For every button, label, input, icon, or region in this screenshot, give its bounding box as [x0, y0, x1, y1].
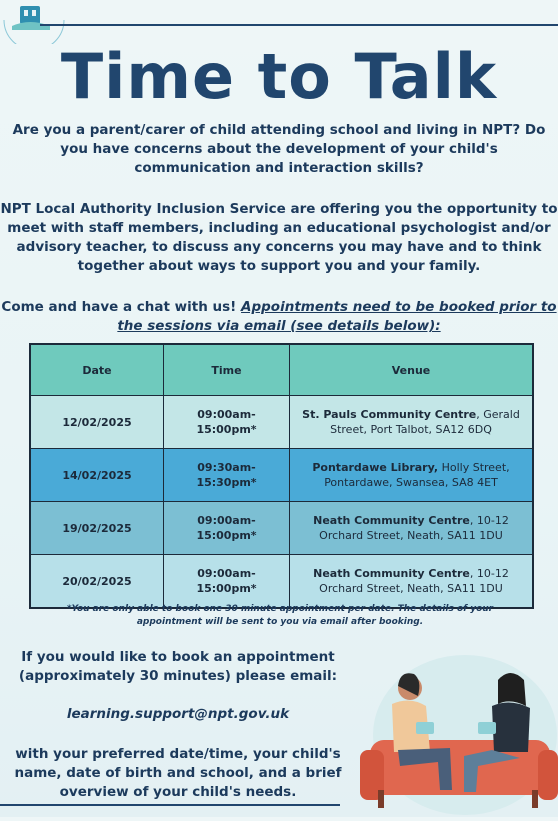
row-venue	[290, 502, 534, 555]
booking-lead: If you would like to book an appointment (approximately 30 minutes) please email:	[18, 649, 338, 684]
row-date: 20/02/2025	[30, 555, 164, 609]
venue-name: Neath Community Centre	[313, 514, 470, 527]
venue-address: Holly Street, Pontardawe, Swansea, SA8 4ET	[324, 461, 510, 489]
row-date: 12/02/2025	[30, 396, 164, 449]
venue-name: Neath Community Centre	[313, 567, 470, 580]
booking-note: *You are only able to book one 30 minute appointment per date. The details of your appointment will be sent to you via email after booking.	[66, 604, 494, 627]
row-date: 14/02/2025	[30, 449, 164, 502]
venue-address: , 10-12 Orchard Street, Neath, SA11 1DU	[319, 514, 509, 542]
intro-chat	[0, 298, 558, 336]
people-talking-illustration	[360, 640, 558, 817]
venue-name: Pontardawe Library,	[312, 461, 439, 474]
table-row	[30, 396, 533, 449]
table-header-row	[30, 344, 533, 396]
time-end: 15:00pm*	[196, 582, 257, 595]
header-date: Date	[30, 344, 164, 396]
contact-email-link[interactable]: learning.support@npt.gov.uk	[66, 706, 290, 722]
venue-address: , 10-12 Orchard Street, Neath, SA11 1DU	[319, 567, 509, 595]
booking-requirement: Appointments need to be booked prior to the sessions via email (see details below):	[117, 299, 557, 334]
header-time: Time	[164, 344, 290, 396]
top-divider	[40, 24, 558, 26]
row-time	[164, 396, 290, 449]
header-venue: Venue	[290, 344, 534, 396]
row-time	[164, 502, 290, 555]
time-start: 09:00am-	[197, 408, 256, 421]
bottom-divider	[0, 804, 340, 806]
booking-details: with your preferred date/time, your child's name, date of birth and school, and a brief overview of your child's needs.	[14, 746, 342, 800]
time-end: 15:00pm*	[196, 529, 257, 542]
row-venue	[290, 555, 534, 609]
row-time	[164, 449, 290, 502]
table-row	[30, 449, 533, 502]
schedule-table	[29, 343, 534, 609]
row-venue	[290, 396, 534, 449]
time-start: 09:00am-	[197, 514, 256, 527]
time-start: 09:30am-	[197, 461, 256, 474]
table-row	[30, 502, 533, 555]
time-end: 15:30pm*	[196, 476, 257, 489]
venue-name: St. Pauls Community Centre	[302, 408, 477, 421]
time-start: 09:00am-	[197, 567, 256, 580]
table-row	[30, 555, 533, 609]
page-title: Time to Talk	[60, 40, 498, 113]
time-end: 15:00pm*	[196, 423, 257, 436]
row-venue	[290, 449, 534, 502]
intro-question: Are you a parent/carer of child attending school and living in NPT? Do you have concerns about the development of your child's communication and interaction skills?	[12, 122, 546, 176]
chat-text: Come and have a chat with us!	[1, 299, 242, 315]
intro-offer: NPT Local Authority Inclusion Service are offering you the opportunity to meet with staff members, including an educational psychologist and/or advisory teacher, to discuss any concerns you may have and to think together about ways to support you and your family.	[0, 201, 558, 274]
row-time	[164, 555, 290, 609]
row-date: 19/02/2025	[30, 502, 164, 555]
venue-address: , Gerald Street, Port Talbot, SA12 6DQ	[330, 408, 520, 436]
